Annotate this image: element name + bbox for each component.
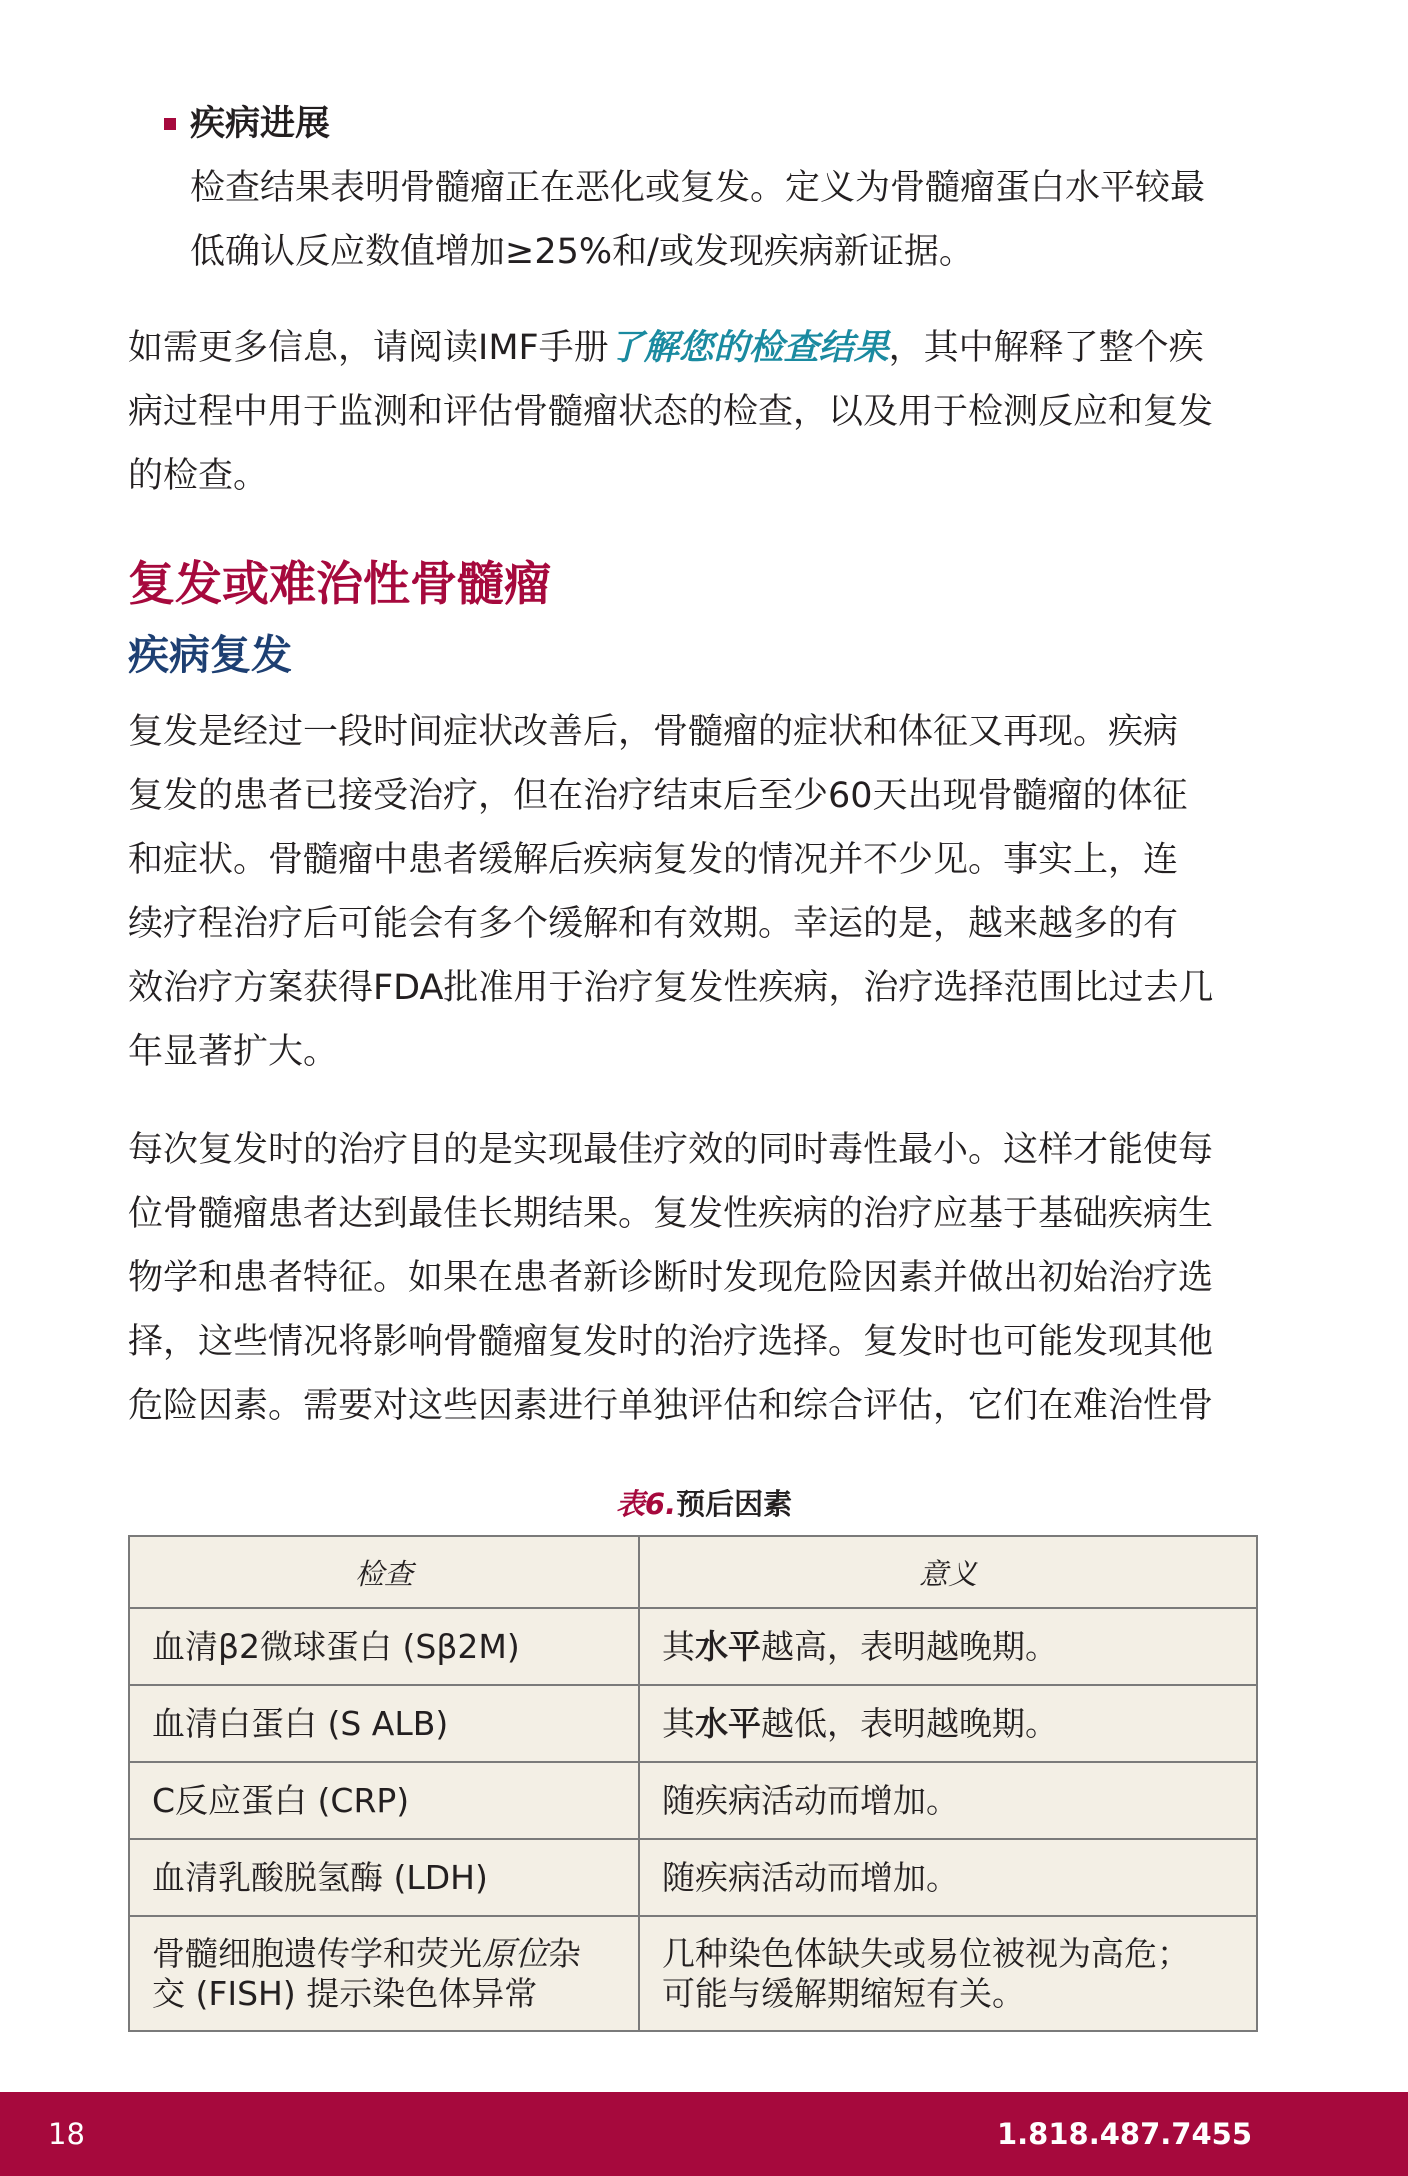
square-bullet-icon (164, 118, 176, 130)
goal-line: 择，这些情况将影响骨髓瘤复发时的治疗选择。复发时也可能发现其他 (128, 1322, 1214, 1362)
relapse-line: 续疗程治疗后可能会有多个缓解和有效期。幸运的是，越来越多的有 (128, 904, 1179, 944)
meaning-cell: 随疾病活动而增加。 (639, 1762, 1257, 1839)
phone-number[interactable]: 1.818.487.7455 (996, 2117, 1252, 2151)
table-caption-title: 预后因素 (676, 1487, 793, 1521)
more-info-text: ，其中解释了整个疾 (888, 328, 1204, 368)
page-footer (0, 2092, 1408, 2176)
progression-body (160, 156, 1300, 284)
booklet-link[interactable]: 了解您的检查结果 (608, 328, 889, 368)
subsection-title: 疾病复发 (128, 631, 292, 679)
test-text: 骨髓细胞遗传学和荧光 (152, 1933, 482, 1973)
progression-line: 检查结果表明骨髓瘤正在恶化或复发。定义为骨髓瘤蛋白水平较最 (190, 168, 1206, 208)
test-text: 杂 (548, 1933, 581, 1973)
meaning-text: 越低，表明越晚期。 (761, 1703, 1058, 1743)
more-info-paragraph (128, 316, 1288, 508)
progression-heading-text: 疾病进展 (190, 104, 331, 144)
section-title: 复发或难治性骨髓瘤 (128, 557, 551, 612)
test-cell: C反应蛋白 (CRP) (129, 1762, 639, 1839)
table-caption-number: 表6. (615, 1487, 677, 1521)
test-cell: 血清白蛋白 (S ALB) (129, 1685, 639, 1762)
meaning-emphasis: 水平 (695, 1626, 761, 1666)
prognostic-factors-table (128, 1535, 1258, 2032)
goal-line: 位骨髓瘤患者达到最佳长期结果。复发性疾病的治疗应基于基础疾病生 (128, 1194, 1214, 1234)
meaning-text: 其 (662, 1626, 695, 1666)
goal-line: 危险因素。需要对这些因素进行单独评估和综合评估，它们在难治性骨 (128, 1386, 1214, 1426)
goal-line: 每次复发时的治疗目的是实现最佳疗效的同时毒性最小。这样才能使每 (128, 1130, 1214, 1170)
meaning-cell: 随疾病活动而增加。 (639, 1839, 1257, 1916)
meaning-cell (639, 1916, 1257, 2031)
relapse-line: 效治疗方案获得FDA批准用于治疗复发性疾病，治疗选择范围比过去几 (128, 968, 1214, 1008)
meaning-cell (639, 1685, 1257, 1762)
relapse-paragraph (128, 700, 1288, 1084)
header-meaning: 意义 (639, 1536, 1257, 1608)
table-caption (0, 1484, 1408, 1524)
meaning-line: 可能与缓解期缩短有关。 (662, 1973, 1025, 2013)
progression-line: 低确认反应数值增加≥25%和/或发现疾病新证据。 (190, 232, 974, 272)
relapse-line: 和症状。骨髓瘤中患者缓解后疾病复发的情况并不少见。事实上，连 (128, 840, 1179, 880)
more-info-line (128, 316, 1288, 380)
meaning-emphasis: 水平 (695, 1703, 761, 1743)
more-info-line: 的检查。 (128, 456, 269, 496)
progression-heading (160, 100, 1300, 148)
treatment-goal-paragraph (128, 1118, 1288, 1438)
goal-line: 物学和患者特征。如果在患者新诊断时发现危险因素并做出初始治疗选 (128, 1258, 1214, 1298)
meaning-text: 越高，表明越晚期。 (761, 1626, 1058, 1666)
test-italic: 原位 (482, 1933, 548, 1973)
meaning-text: 其 (662, 1703, 695, 1743)
progression-bullet (160, 100, 1300, 284)
test-cell: 血清β2微球蛋白 (Sβ2M) (129, 1608, 639, 1685)
relapse-line: 复发的患者已接受治疗，但在治疗结束后至少60天出现骨髓瘤的体征 (128, 776, 1188, 816)
table-header-row (129, 1536, 1257, 1608)
table-row (129, 1608, 1257, 1685)
meaning-cell (639, 1608, 1257, 1685)
more-info-text: 如需更多信息，请阅读IMF手册 (128, 328, 609, 368)
more-info-line: 病过程中用于监测和评估骨髓瘤状态的检查，以及用于检测反应和复发 (128, 392, 1214, 432)
test-cell (129, 1916, 639, 2031)
test-cell: 血清乳酸脱氢酶 (LDH) (129, 1839, 639, 1916)
table-row (129, 1685, 1257, 1762)
header-test: 检查 (129, 1536, 639, 1608)
table-row (129, 1916, 1257, 2031)
relapse-line: 年显著扩大。 (128, 1032, 339, 1072)
test-line: 交 (FISH) 提示染色体异常 (152, 1973, 538, 2013)
page-number: 18 (48, 2117, 85, 2151)
table-row (129, 1762, 1257, 1839)
relapse-line: 复发是经过一段时间症状改善后，骨髓瘤的症状和体征又再现。疾病 (128, 712, 1179, 752)
table-row (129, 1839, 1257, 1916)
test-line (152, 1934, 616, 1974)
meaning-line: 几种染色体缺失或易位被视为高危； (662, 1933, 1190, 1973)
